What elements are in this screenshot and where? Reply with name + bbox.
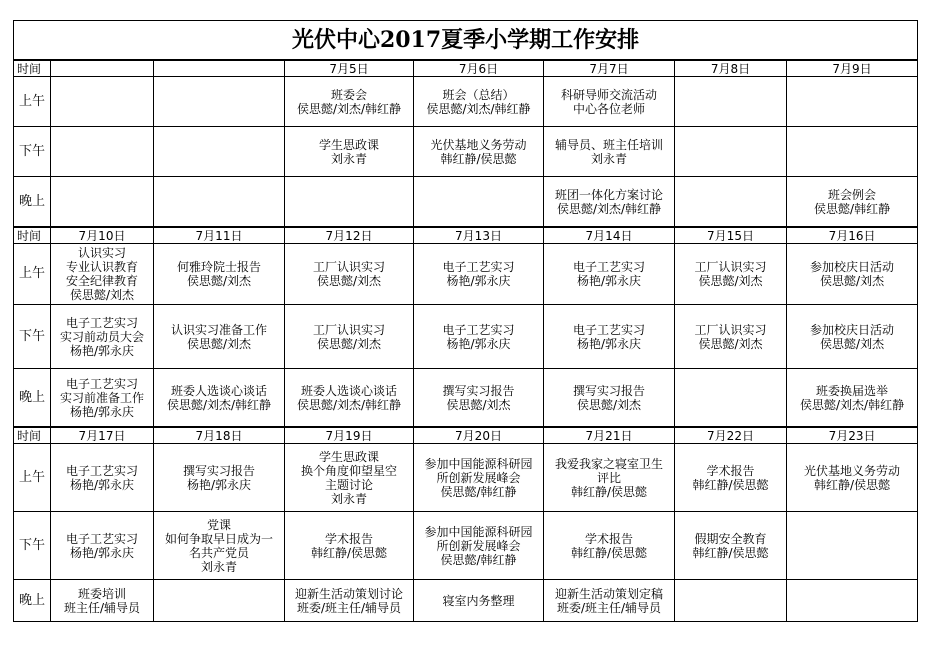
schedule-cell: 班团一体化方案讨论 侯思懿/刘杰/韩红静 [544,177,675,228]
schedule-cell: 参加中国能源科研园 所创新发展峰会 侯思懿/韩红静 [414,512,544,580]
schedule-cell [51,127,154,177]
date-header-cell: 7月10日 [51,227,154,244]
schedule-cell: 班委人选谈心谈话 侯思懿/刘杰/韩红静 [285,369,414,428]
date-header-cell: 7月8日 [675,60,787,77]
date-header-cell: 7月21日 [544,427,675,444]
schedule-cell: 电子工艺实习 杨艳/郭永庆 [544,244,675,305]
schedule-row [14,127,918,177]
schedule-cell [675,127,787,177]
schedule-cell: 工厂认识实习 侯思懿/刘杰 [285,244,414,305]
date-header-cell: 7月14日 [544,227,675,244]
time-header-label: 时间 [14,227,51,244]
schedule-cell: 认识实习准备工作 侯思懿/刘杰 [154,305,285,369]
schedule-cell [675,177,787,228]
week-header-row [14,227,918,244]
schedule-cell: 电子工艺实习 杨艳/郭永庆 [414,244,544,305]
schedule-cell: 迎新生活动策划讨论 班委/班主任/辅导员 [285,580,414,622]
slot-label: 晚上 [14,369,51,428]
schedule-cell: 寝室内务整理 [414,580,544,622]
schedule-row [14,177,918,228]
schedule-cell [787,77,918,127]
schedule-row [14,444,918,512]
date-header-cell: 7月16日 [787,227,918,244]
date-header-cell [51,60,154,77]
schedule-cell: 撰写实习报告 侯思懿/刘杰 [544,369,675,428]
schedule-cell: 参加中国能源科研园 所创新发展峰会 侯思懿/韩红静 [414,444,544,512]
date-header-cell: 7月18日 [154,427,285,444]
week-header-row [14,60,918,77]
schedule-cell: 党课 如何争取早日成为一 名共产党员 刘永青 [154,512,285,580]
schedule-cell: 学术报告 韩红静/侯思懿 [675,444,787,512]
slot-label: 晚上 [14,580,51,622]
date-header-cell: 7月20日 [414,427,544,444]
schedule-cell: 电子工艺实习 杨艳/郭永庆 [51,512,154,580]
schedule-cell [675,369,787,428]
schedule-cell: 参加校庆日活动 侯思懿/刘杰 [787,305,918,369]
schedule-cell [154,580,285,622]
schedule-cell: 撰写实习报告 杨艳/郭永庆 [154,444,285,512]
time-header-label: 时间 [14,427,51,444]
slot-label: 下午 [14,305,51,369]
schedule-cell: 班委换届选举 侯思懿/刘杰/韩红静 [787,369,918,428]
schedule-cell [787,512,918,580]
schedule-cell: 电子工艺实习 杨艳/郭永庆 [414,305,544,369]
schedule-row [14,305,918,369]
week-header-row [14,427,918,444]
date-header-cell: 7月11日 [154,227,285,244]
schedule-cell: 班委会 侯思懿/刘杰/韩红静 [285,77,414,127]
schedule-cell [154,77,285,127]
date-header-cell: 7月5日 [285,60,414,77]
schedule-row [14,244,918,305]
schedule-cell: 光伏基地义务劳动 韩红静/侯思懿 [414,127,544,177]
date-header-cell: 7月13日 [414,227,544,244]
schedule-cell: 撰写实习报告 侯思懿/刘杰 [414,369,544,428]
schedule-cell [154,177,285,228]
schedule-cell: 班会（总结） 侯思懿/刘杰/韩红静 [414,77,544,127]
page-title: 光伏中心2017夏季小学期工作安排 [14,21,918,61]
schedule-cell [51,177,154,228]
date-header-cell: 7月7日 [544,60,675,77]
schedule-cell [285,177,414,228]
schedule-cell: 电子工艺实习 杨艳/郭永庆 [51,444,154,512]
slot-label: 下午 [14,512,51,580]
slot-label: 上午 [14,444,51,512]
schedule-cell [787,127,918,177]
schedule-cell: 工厂认识实习 侯思懿/刘杰 [285,305,414,369]
schedule-cell: 电子工艺实习 实习前动员大会 杨艳/郭永庆 [51,305,154,369]
slot-label: 上午 [14,77,51,127]
schedule-cell: 科研导师交流活动 中心各位老师 [544,77,675,127]
schedule-cell: 光伏基地义务劳动 韩红静/侯思懿 [787,444,918,512]
time-header-label: 时间 [14,60,51,77]
schedule-cell: 学生思政课 刘永青 [285,127,414,177]
schedule-row [14,512,918,580]
slot-label: 晚上 [14,177,51,228]
date-header-cell: 7月19日 [285,427,414,444]
schedule-cell: 工厂认识实习 侯思懿/刘杰 [675,244,787,305]
schedule-cell: 假期安全教育 韩红静/侯思懿 [675,512,787,580]
schedule-cell: 辅导员、班主任培训 刘永青 [544,127,675,177]
schedule-cell [51,77,154,127]
schedule-cell [414,177,544,228]
schedule-row [14,77,918,127]
schedule-cell: 参加校庆日活动 侯思懿/刘杰 [787,244,918,305]
schedule-cell [675,77,787,127]
schedule-cell: 学术报告 韩红静/侯思懿 [544,512,675,580]
date-header-cell: 7月17日 [51,427,154,444]
slot-label: 上午 [14,244,51,305]
date-header-cell: 7月12日 [285,227,414,244]
schedule-cell [787,580,918,622]
date-header-cell: 7月6日 [414,60,544,77]
schedule-cell: 认识实习 专业认识教育 安全纪律教育 侯思懿/刘杰 [51,244,154,305]
schedule-row [14,580,918,622]
schedule-cell: 班会例会 侯思懿/韩红静 [787,177,918,228]
schedule-row [14,369,918,428]
date-header-cell: 7月22日 [675,427,787,444]
schedule-cell [675,580,787,622]
schedule-cell: 迎新生活动策划定稿 班委/班主任/辅导员 [544,580,675,622]
schedule-cell: 学生思政课 换个角度仰望星空 主题讨论 刘永青 [285,444,414,512]
schedule-cell: 电子工艺实习 实习前准备工作 杨艳/郭永庆 [51,369,154,428]
schedule-cell: 何雅玲院士报告 侯思懿/刘杰 [154,244,285,305]
schedule-cell: 班委培训 班主任/辅导员 [51,580,154,622]
schedule-cell: 工厂认识实习 侯思懿/刘杰 [675,305,787,369]
date-header-cell [154,60,285,77]
date-header-cell: 7月9日 [787,60,918,77]
schedule-table [13,20,918,622]
schedule-sheet [13,20,917,622]
schedule-cell: 我爱我家之寝室卫生 评比 韩红静/侯思懿 [544,444,675,512]
slot-label: 下午 [14,127,51,177]
date-header-cell: 7月15日 [675,227,787,244]
schedule-cell [154,127,285,177]
schedule-cell: 电子工艺实习 杨艳/郭永庆 [544,305,675,369]
schedule-cell: 班委人选谈心谈话 侯思懿/刘杰/韩红静 [154,369,285,428]
schedule-cell: 学术报告 韩红静/侯思懿 [285,512,414,580]
date-header-cell: 7月23日 [787,427,918,444]
